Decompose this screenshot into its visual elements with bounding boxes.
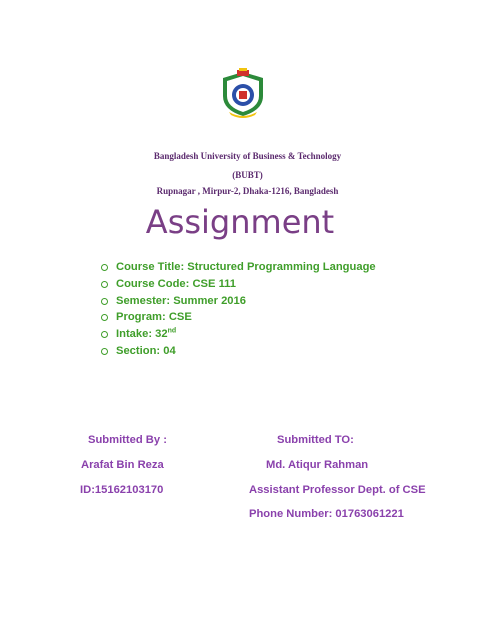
university-seal-icon: [215, 68, 271, 118]
student-id: ID:15162103170: [80, 484, 164, 496]
page-title: Assignment: [145, 203, 335, 241]
submitted-by-heading: Submitted By :: [88, 434, 167, 446]
student-name: Arafat Bin Reza: [81, 459, 164, 471]
bullet-icon: [101, 264, 108, 271]
university-address: Rupnagar , Mirpur-2, Dhaka-1216, Bangladesh: [156, 186, 339, 196]
list-item: [101, 326, 376, 343]
list-item: [101, 276, 376, 293]
bullet-icon: [101, 298, 108, 305]
university-short-name: (BUBT): [232, 170, 263, 180]
section: Section: 04: [116, 344, 176, 357]
course-code: Course Code: CSE 111: [116, 277, 236, 290]
bullet-icon: [101, 348, 108, 355]
course-details-list: [101, 259, 376, 360]
course-title: Course Title: Structured Programming Language: [116, 261, 376, 273]
intake-suffix: nd: [167, 327, 177, 335]
university-name: Bangladesh University of Business & Technology: [153, 151, 342, 161]
teacher-designation: Assistant Professor Dept. of CSE: [249, 484, 426, 496]
bullet-icon: [101, 331, 108, 338]
teacher-name: Md. Atiqur Rahman: [266, 459, 369, 471]
list-item: [101, 309, 376, 326]
program: Program: CSE: [116, 311, 192, 324]
bullet-icon: [101, 281, 108, 288]
teacher-phone: Phone Number: 01763061221: [249, 508, 404, 520]
intake: Intake: 32: [116, 328, 168, 341]
list-item: [101, 259, 376, 276]
university-logo: [215, 68, 271, 118]
list-item: [101, 293, 376, 310]
submitted-to-heading: Submitted TO:: [277, 434, 354, 446]
bullet-icon: [101, 314, 108, 321]
semester: Semester: Summer 2016: [116, 294, 246, 307]
list-item: [101, 343, 376, 360]
